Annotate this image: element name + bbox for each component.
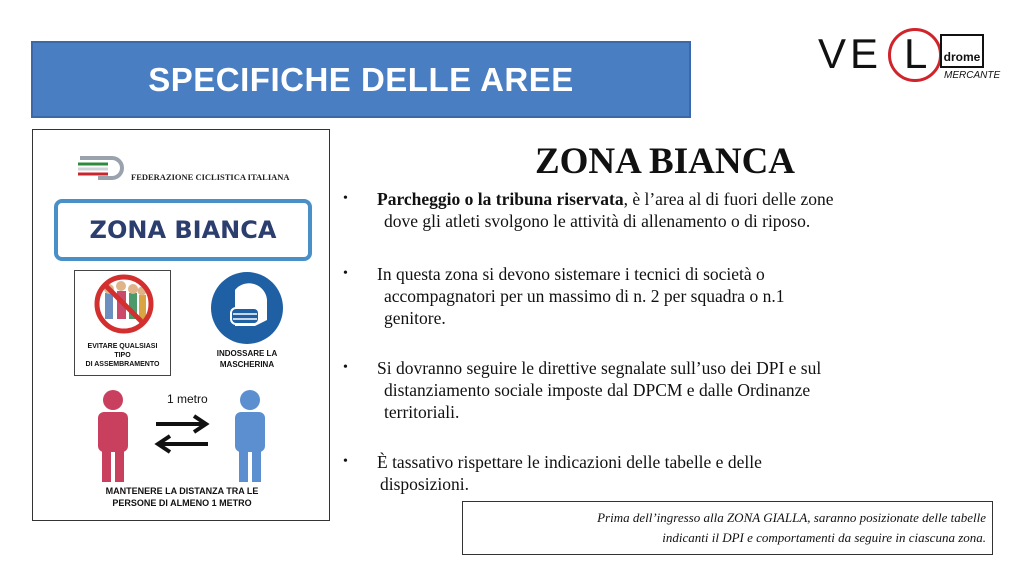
bullet-4-line-1: È tassativo rispettare le indicazioni delle tabelle e delle <box>377 452 762 472</box>
bullet-4-line-2: disposizioni. <box>380 474 469 494</box>
distance-graphic <box>88 388 278 483</box>
bullet-3-line-1: Si dovranno seguire le direttive segnalate sull’uso dei DPI e sul <box>377 358 822 378</box>
wear-mask-line-2: MASCHERINA <box>219 360 275 369</box>
logo-drome-text: drome <box>943 50 981 64</box>
zona-bianca-sign <box>54 199 312 261</box>
face-mask-icon <box>197 270 297 346</box>
page-title: SPECIFICHE DELLE AREE <box>148 60 574 98</box>
bullet-icon: • <box>343 360 348 375</box>
no-gathering-line-1: EVITARE QUALSIASI <box>87 343 158 350</box>
federation-name: FEDERAZIONE CICLISTICA ITALIANA <box>131 172 290 182</box>
zone-title: ZONA BIANCA <box>534 141 796 182</box>
zona-bianca-sign-text: ZONA BIANCA <box>89 216 277 244</box>
bullet-icon: • <box>343 266 348 281</box>
fci-logo-icon <box>78 152 130 182</box>
distance-caption-line-1: MANTENERE LA DISTANZA TRA LE <box>105 486 259 496</box>
logo-drome-box <box>940 34 984 68</box>
bullet-icon: • <box>343 191 348 206</box>
no-gathering-sign <box>74 270 171 376</box>
bullet-3-line-3: territoriali. <box>384 402 460 422</box>
bullet-1-line-2: dove gli atleti svolgono le attività di allenamento o di riposo. <box>384 211 811 231</box>
header-bar <box>31 41 691 118</box>
distance-label: 1 metro <box>167 392 208 406</box>
entry-note-line-2: indicanti il DPI e comportamenti da seguire in ciascuna zona. <box>662 530 986 545</box>
bullet-2-line-3: genitore. <box>384 308 446 328</box>
bullet-2-line-1: In questa zona si devono sistemare i tecnici di società o <box>377 264 765 284</box>
wear-mask-line-1: INDOSSARE LA <box>216 349 278 358</box>
distance-caption-line-2: PERSONE DI ALMENO 1 METRO <box>112 498 252 508</box>
logo-l-text: L <box>904 30 928 77</box>
entry-note-line-1: Prima dell’ingresso alla ZONA GIALLA, saranno posizionate delle tabelle <box>597 510 986 525</box>
wear-mask-sign <box>197 270 297 380</box>
bullet-3-line-2: distanziamento sociale imposte dal DPCM e dalle Ordinanze <box>384 380 811 400</box>
bullet-1-line-1: , è l’area al di fuori delle zone <box>623 189 834 209</box>
no-gathering-icon <box>75 271 172 341</box>
bullet-icon: • <box>343 454 348 469</box>
bullet-2-line-2: accompagnatori per un massimo di n. 2 per squadra o n.1 <box>384 286 785 306</box>
logo-mercante-text: MERCANTE <box>944 70 1001 81</box>
no-gathering-line-3: DI ASSEMBRAMENTO <box>85 361 160 368</box>
no-gathering-line-2: TIPO <box>114 352 131 359</box>
bullet-1-bold: Parcheggio o la tribuna riservata <box>377 189 624 209</box>
zone-poster <box>32 129 330 521</box>
entry-note-box <box>462 501 993 555</box>
logo-ve-text: VE <box>818 30 883 77</box>
velodrome-logo <box>818 26 1001 86</box>
